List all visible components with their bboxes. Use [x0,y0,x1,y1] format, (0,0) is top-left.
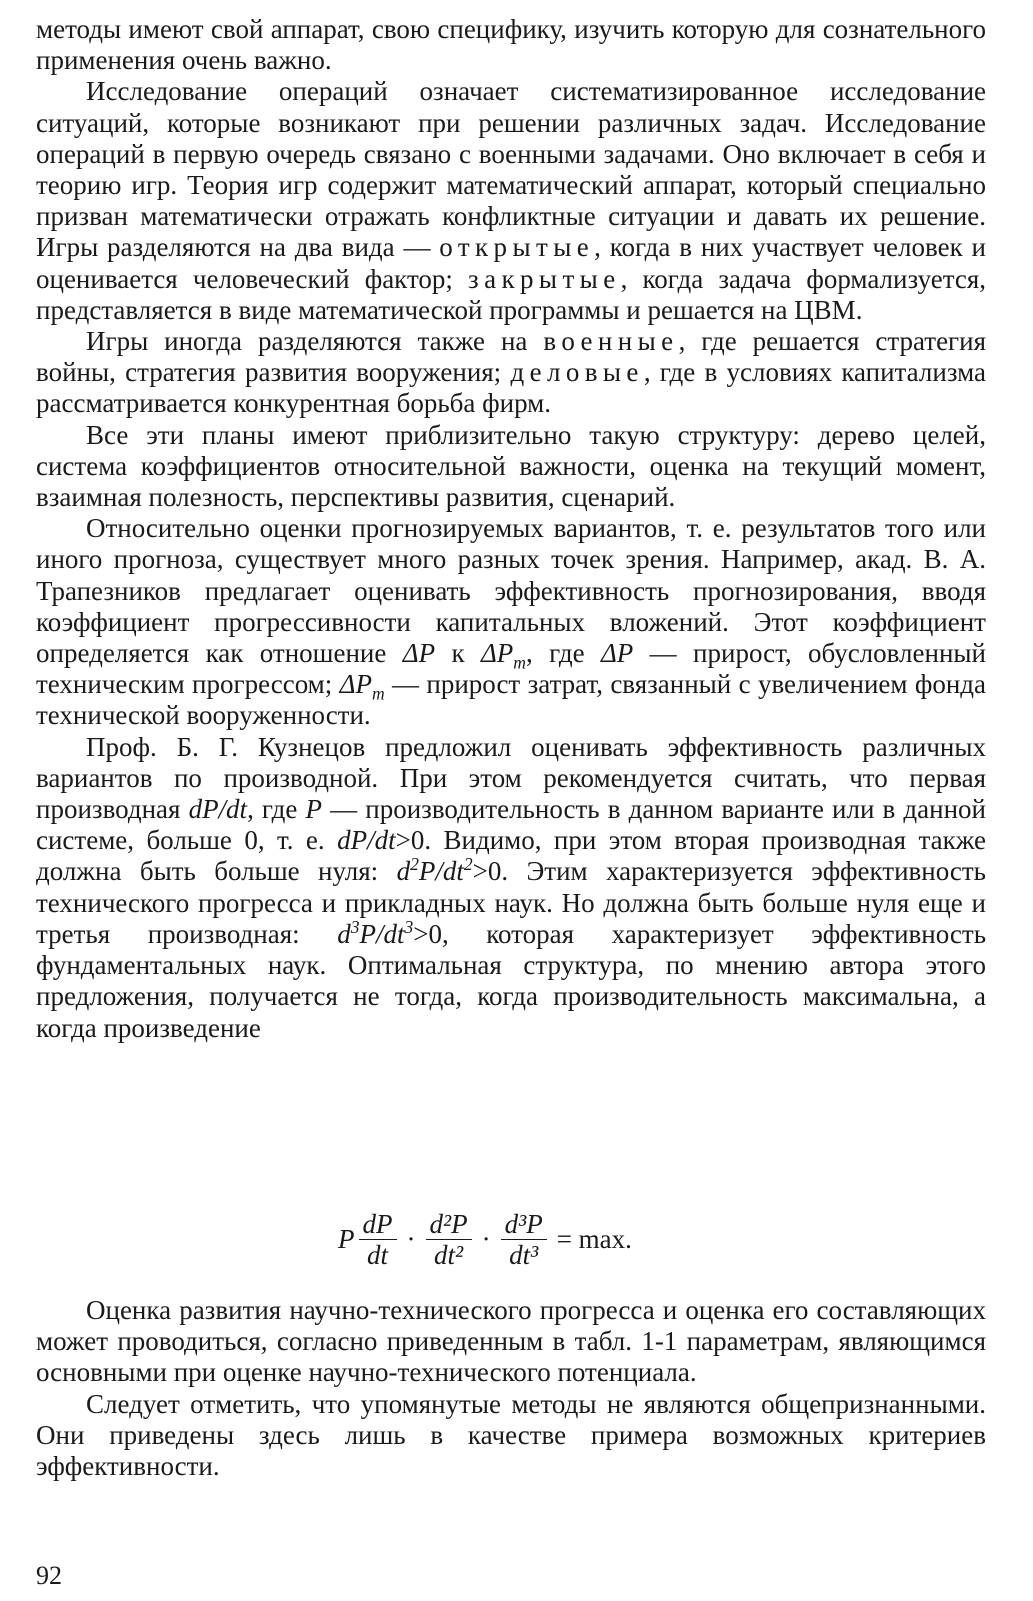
numerator: d³P [501,1209,547,1240]
numerator: d²P [426,1209,472,1240]
paragraph-continuation: методы имеют свой аппарат, свою специфику, изучить которую для сознательного применения очень важно. [36,14,986,76]
superscript-3: 3 [350,916,360,937]
text-run: , где решается стратегия войны, стратегия развития вооружения; [36,326,986,388]
fraction-first-derivative [359,1209,397,1270]
page-number: 92 [36,1561,62,1590]
formula-delta-p: ΔP [600,638,634,669]
paragraph-kuznetsov [36,732,986,1044]
fraction-third-derivative [501,1209,547,1270]
denominator: dt³ [509,1239,539,1270]
text-run: , когда в них участвует человек и оценивается человеческий фактор; [36,232,986,294]
subscript-m: m [371,683,385,704]
text-run: , когда задача формализуется, представляется в виде математической программы и решается на ЦВМ. [36,263,986,325]
formula-part: ΔP [480,638,514,669]
text-run: которая характеризует эффективность фундаментальных наук. Оптимальная структура, по мнению автора этого предложения, получается не тогда, когда производительность максимальна, а когда произведение [36,918,987,1043]
emphasis-military: военные [543,326,679,357]
formula-gt-zero: >0. [472,856,509,887]
text-run: Проф. Б. Г. Кузнецов предложил оценивать эффективность различных вариантов по производной. При этом рекомендуется считать, что первая производная [36,731,986,825]
formula-delta-pm [339,669,385,704]
page-text-lower [36,1295,986,1482]
emphasis-closed: закрытые [468,263,621,294]
text-run: Игры иногда разделяются также на [86,326,544,357]
text-run: Относительно оценки прогнозируемых вариантов, т. е. результатов того или иного прогноза, существует много разных точек зрения. Например, акад. В. А. Трапезников предлагает оценивать эффективность прогнозирования, вводя коэффициент прогрессивности капитальных вложений. Этот коэффициент определяется как отношение [36,513,986,669]
superscript-2: 2 [463,854,473,875]
text-run: , где в условиях капитализма рассматривается конкурентная борьба фирм. [36,357,986,419]
formula-part: P/dt [359,918,405,949]
numerator: dP [359,1209,397,1240]
emphasis-open: открытые [439,232,595,263]
formula-delta-p: ΔP [402,638,436,669]
formula-delta-pm [480,638,526,673]
formula-part: d [396,856,411,887]
formula-dp-dt: dP/dt [337,825,396,856]
multiply-dot: · [481,1223,491,1254]
fraction-second-derivative [426,1209,472,1270]
paragraph-game-types [36,326,986,420]
formula-p: P [338,1223,355,1254]
denominator: dt² [433,1239,464,1270]
multiply-dot: · [406,1223,416,1254]
formula-part: ΔP [339,669,372,700]
text-run: , где [247,794,306,825]
formula-p: P [305,794,323,825]
paragraph-conclusion: Следует отметить, что упомянутые методы не являются общепризнанными. Они приведены здесь лишь в качестве примера возможных критериев эффективности. [36,1388,986,1482]
paragraph-assessment: Оценка развития научно-технического прогресса и оценка его составляющих может проводиться, согласно приведенным в табл. 1-1 параметрам, являющимся основными при оценке научно-технического потенциала. [36,1295,986,1388]
text-run: — прирост, обусловленный техническим прогрессом; [36,638,986,700]
text-run: Этим характеризуется эффективность технического прогресса и прикладных наук. Но должна быть больше нуля еще и третья производная: [36,856,986,949]
denominator: dt [366,1239,388,1270]
text-run: Исследование операций означает систематизированное исследование ситуаций, которые возникают при решении различных задач. Исследование операций в первую очередь связано с военными задачами. Оно включает в себя и теорию игр. Теория игр содержит математический аппарат, который специально призван математически отражать конфликтные ситуации и давать их решение. Игры разделяются на два вида — [36,76,986,263]
text-run: — прирост затрат, связанный с увеличением фонда технической вооруженности. [36,669,986,731]
formula-gt-zero: >0. [395,825,432,856]
formula-dp-dt: dP/dt [188,794,248,825]
formula-second-derivative [397,856,473,886]
text-run: — производительность в данном варианте или в данной системе, больше 0, т. е. [36,794,986,856]
paragraph-plan-structure: Все эти планы имеют приблизительно такую структуру: дерево целей, система коэффициентов относительной важности, оценка на текущий момент, взаимная полезность, перспективы развития, сценарий. [36,419,986,513]
paragraph-trapeznikov [36,513,986,731]
equals-max: = max. [556,1223,632,1254]
formula-gt-zero: >0, [413,918,449,949]
formula-part: P/dt [418,856,464,887]
superscript-2: 2 [410,854,419,875]
text-run: к [435,638,481,669]
superscript-3: 3 [404,916,414,937]
subscript-m: m [513,652,526,673]
text-run: Видимо, при этом вторая производная также должна быть больше нуля: [36,825,987,887]
text-run: , где [525,638,601,669]
emphasis-business: деловые [510,357,644,388]
display-formula [338,1208,638,1270]
paragraph-operations-research [36,76,986,326]
formula-third-derivative [337,916,414,949]
formula-part: d [337,918,351,949]
page-text [36,14,986,1044]
